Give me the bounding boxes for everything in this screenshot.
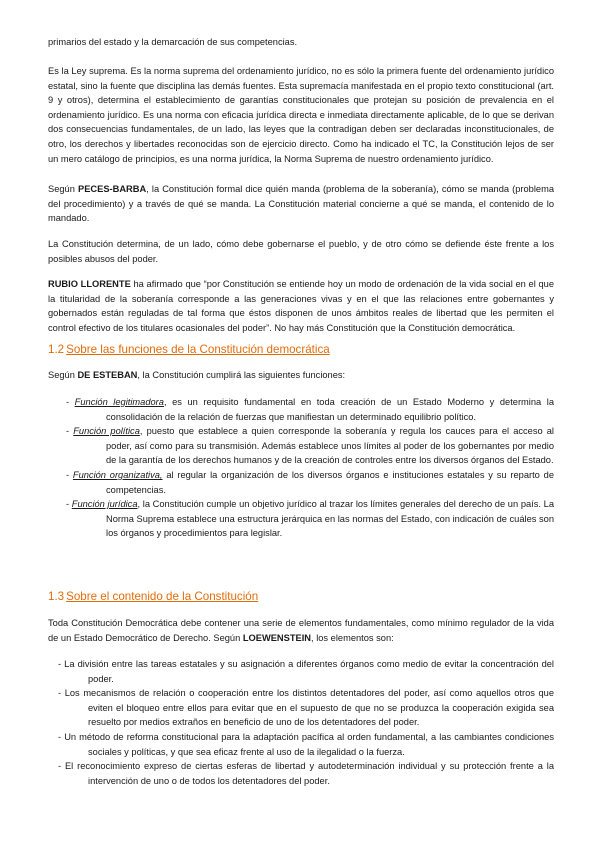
section-number: 1.3: [48, 590, 65, 603]
dash: -: [66, 469, 73, 480]
dash: -: [58, 688, 65, 699]
author-name: DE ESTEBAN: [77, 370, 138, 380]
section-title: Sobre las funciones de la Constitución democrática: [66, 343, 330, 356]
text: ha afirmado que “por Constitución se entiende hoy un modo de ordenación de la vida social en el que la titularidad de la soberanía corresponde a las generaciones vivas y en el que las relaciones entre gobernantes y gobernados están reguladas de tal forma que éstos disponen de unos ámbitos reales de libertad que les permiten el control efectivo de los titulares ocasionales del poder”. No hay más Constitución que la Constitución democrática.: [48, 279, 555, 333]
function-term: Función jurídica: [71, 499, 138, 510]
text: Según: [48, 184, 78, 194]
list-item: [48, 468, 554, 497]
list-item: [48, 759, 554, 788]
dash: -: [58, 659, 65, 669]
section-number: 1.2: [48, 343, 65, 356]
intro-line: primarios del estado y la demarcación de sus competencias.: [48, 37, 298, 47]
dash: -: [66, 499, 72, 510]
list-item-text: Un método de reforma constitucional para la adaptación pacífica al orden fundamental, a las cambiantes condiciones sociales y políticas, y que sea eficaz frente al uso de la ilegalidad o la fuerza.: [64, 731, 554, 757]
list-item: [48, 395, 554, 424]
function-term: Función política: [73, 426, 140, 437]
list-item-text: Los mecanismos de relación o cooperación entre los distintos detentadores del poder, así como aquellos otros que eviten el bloqueo entre ellos para evitar que en el supuesto de que no se produzca la cooperación exigida sea resuelto por medios extraños en beneficio de uno de los detentadores del poder.: [64, 688, 555, 728]
functions-list: [48, 395, 554, 541]
text: Según: [48, 370, 78, 380]
dash: -: [58, 731, 65, 742]
author-name: LOEWENSTEIN: [242, 632, 312, 643]
elements-list: [48, 657, 554, 788]
list-item: [48, 730, 554, 759]
section-1-3-intro: [48, 616, 554, 645]
paragraph-peces-barba: [48, 182, 554, 226]
section-heading-1-2: [48, 342, 554, 358]
list-item-text: , puesto que establece a quien corresponde la soberanía y regula los cauces para el acceso al poder, así como para su transmisión. Además establece unos límites al poder de los gobernantes por medio de la garantía de los derechos humanos y de la creación de controles entre los diversos órganos del Estado.: [106, 426, 554, 466]
paragraph-ley-suprema: Es la Ley suprema. Es la norma suprema del ordenamiento jurídico, no es sólo la primera fuente del ordenamiento jurídico estatal, sino la fuente que disciplina las demás fuentes. Esta supremacía manifestada en el propio texto constitucional (art. 9 y otros), determina el establecimiento de garantías constitucionales que protejan su posición de prevalencia en el ordenamiento jurídico. Es una norma con eficacia jurídica directa e inmediata directamente aplicable, de lo que se derivan dos consecuencias fundamentales, de un lado, las leyes que la contradigan deben ser declaradas inconstitucionales, de otro, los derechos y libertades reconocidas son de ejercicio directo. Como ha indicado el TC, la Constitución lejos de ser un mero catálogo de principios, es una norma jurídica, la Norma Suprema de nuestro ordenamiento jurídico.: [48, 66, 554, 164]
text: , la Constitución formal dice quién manda (problema de la soberanía), cómo se manda (problema del procedimiento) y a través de qué se manda. La Constitución material concierne a qué se manda, el contenido de lo mandado.: [48, 184, 555, 224]
function-term: Función legitimadora: [74, 397, 164, 407]
dash: -: [58, 761, 65, 772]
paragraph-rubio-llorente: [48, 277, 554, 335]
function-term: Función organizativa,: [72, 469, 163, 480]
list-item-text: al regular la organización de los diversos órganos e instituciones estatales y su reparto de competencias.: [106, 469, 554, 495]
text: , los elementos son:: [311, 632, 394, 643]
text: Toda Constitución Democrática debe contener una serie de elementos fundamentales, como mínimo regulador de la vida de un Estado Democrático de Derecho. Según: [48, 618, 554, 643]
paragraph-determina: La Constitución determina, de un lado, cómo debe gobernarse el pueblo, y de otro cómo se defiende éste frente a los posibles abusos del poder.: [48, 239, 554, 264]
list-item-text: , la Constitución cumple un objetivo jurídico al trazar los límites generales del derecho de un país. La Norma Suprema establece una estructura jerárquica en las normas del Estado, con indicación de cuáles son los órganos y procedimientos para legislar.: [106, 499, 554, 539]
section-heading-1-3: [48, 589, 554, 605]
author-name: PECES-BARBA: [78, 184, 147, 194]
dash: -: [66, 426, 74, 437]
author-name: RUBIO LLORENTE: [48, 279, 131, 289]
text: , la Constitución cumplirá las siguientes funciones:: [137, 370, 346, 380]
list-item: [48, 424, 554, 468]
list-item-text: , es un requisito fundamental en toda creación de un Estado Moderno y determina la consolidación de la relación de fuerzas que manifiestan un determinado equilibrio político.: [106, 397, 554, 422]
list-item-text: La división entre las tareas estatales y su asignación a diferentes órganos como medio de evitar la concentración del poder.: [64, 659, 554, 684]
list-item: [48, 497, 554, 541]
section-title: Sobre el contenido de la Constitución: [66, 590, 259, 603]
list-item: [48, 657, 554, 686]
list-item: [48, 686, 554, 730]
section-1-2-intro: [48, 368, 554, 383]
list-item-text: El reconocimiento expreso de ciertas esferas de libertad y autodeterminación individual y su protección frente a la intervención de uno o de todos los detentadores del poder.: [64, 761, 554, 786]
dash: -: [66, 397, 75, 407]
